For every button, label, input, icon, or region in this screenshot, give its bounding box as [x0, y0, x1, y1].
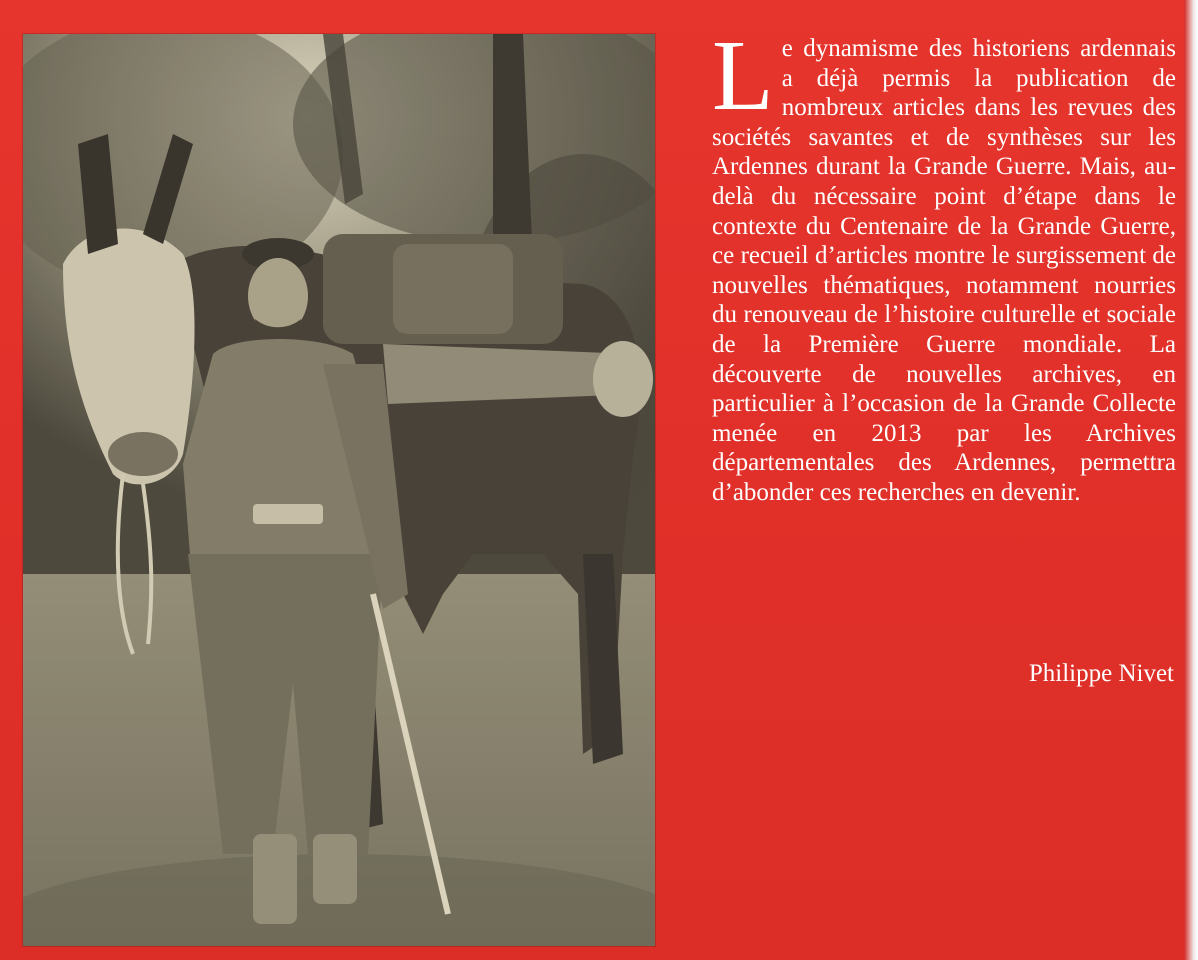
photograph-illustration: [23, 34, 655, 946]
page-edge: [1184, 0, 1198, 960]
article-body: e dynamisme des historiens ardennais a déjà permis la publication de nombreux articles dans les revues des sociétés savantes et de synthèses sur les Ardennes durant la Grande Guerre. Mais, au-delà du nécessaire point d’étape dans le contexte du Centenaire de la Grande Guerre, ce recueil d’articles montre le surgissement de nouvelles thématiques, notamment nourries du renouveau de l’histoire culturelle et sociale de la Première Guerre mondiale. La découverte de nouvelles archives, en particulier à l’occasion de la Grande Collecte menée en 2013 par les Archives départementales des Ardennes, permettra d’abonder ces recherches en devenir.: [712, 35, 1176, 506]
soldier-with-mule-photograph: [23, 34, 655, 946]
author-signature: Philippe Nivet: [1028, 660, 1174, 687]
drop-cap: L: [712, 19, 774, 131]
article-text: [712, 19, 1176, 508]
